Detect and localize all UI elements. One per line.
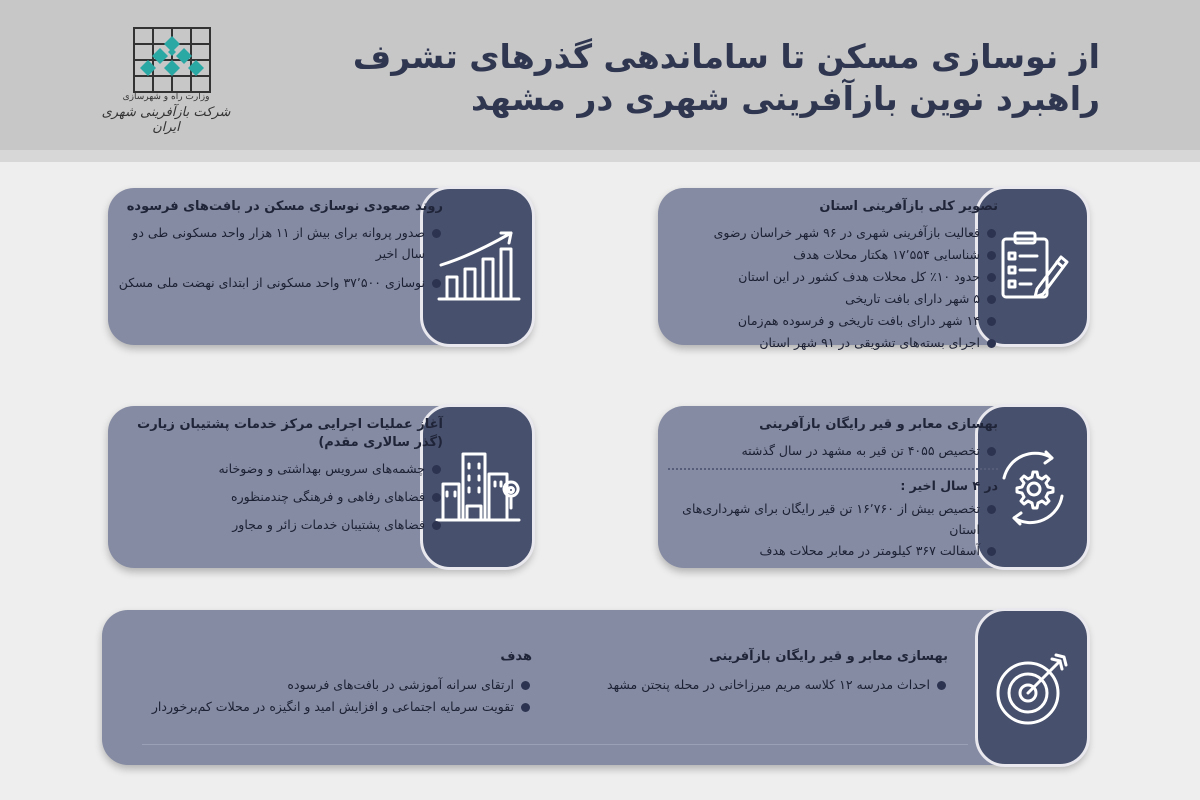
list-item: تخصیص ۴۰۵۵ تن قیر به مشهد در سال گذشته <box>668 440 998 462</box>
card-goal-right-title: بهسازی معابر و قیر رایگان بازآفرینی <box>709 649 948 664</box>
card-overview-title: تصویر کلی بازآفرینی استان <box>819 199 998 214</box>
title-line-1: از نوسازی مسکن تا ساماندهی گذرهای تشرف <box>352 37 1100 76</box>
list-item: ۵ شهر دارای بافت تاریخی <box>668 288 998 310</box>
list-item: اجرای بسته‌های تشویقی در ۹۱ شهر استان <box>668 332 998 354</box>
list-item: چشمه‌های سرویس بهداشتی و وضوخانه <box>118 458 443 480</box>
logo-line-1: وزارت راه و شهرسازی <box>122 92 210 102</box>
title-line-2: راهبرد نوین بازآفرینی شهری در مشهد <box>470 79 1100 118</box>
list-item: صدور پروانه برای بیش از ۱۱ هزار واحد مسکونی طی دو سال اخیر <box>118 222 443 264</box>
card-goal-left-title: هدف <box>500 649 532 664</box>
list-item: آسفالت ۳۶۷ کیلومتر در معابر محلات هدف <box>668 540 998 562</box>
list-item: احداث مدرسه ۱۲ کلاسه مریم میرزاخانی در محله پنجتن مشهد <box>568 674 948 696</box>
page-title <box>340 36 1100 120</box>
list-item: تقویت سرمایه اجتماعی و افزایش امید و انگیزه در محلات کم‌برخوردار <box>122 696 532 718</box>
card-roads <box>658 406 1088 568</box>
card-pilgrim-title: آغاز عملیات اجرایی مرکز خدمات پشتیبان زیارت (گذر سالاری مقدم) <box>137 417 443 450</box>
list-item: ارتقای سرانه آموزشی در بافت‌های فرسوده <box>122 674 532 696</box>
card-roads-title: بهسازی معابر و قیر رایگان بازآفرینی <box>759 417 998 432</box>
target-dart-icon <box>975 608 1090 767</box>
card-overview <box>658 188 1088 350</box>
logo-caption <box>96 90 236 135</box>
divider <box>142 744 968 745</box>
card-roads-subtitle: در ۴ سال اخیر : <box>900 478 998 493</box>
list-item: نوسازی ۳۷٬۵۰۰ واحد مسکونی از ابتدای نهضت ملی مسکن <box>118 272 443 293</box>
card-housing <box>108 188 533 345</box>
header-divider <box>0 150 1200 162</box>
list-item: فعالیت بازآفرینی شهری در ۹۶ شهر خراسان رضوی <box>668 222 998 244</box>
card-pilgrim <box>108 406 533 568</box>
card-goal <box>102 610 1088 765</box>
logo-line-2: شرکت بازآفرینی شهری ایران <box>101 105 231 135</box>
list-item: فضاهای رفاهی و فرهنگی چندمنظوره <box>118 486 443 508</box>
divider <box>668 468 998 470</box>
card-housing-title: روند صعودی نوسازی مسکن در بافت‌های فرسوده <box>126 199 443 214</box>
list-item: شناسایی ۱۷٬۵۵۴ هکتار محلات هدف <box>668 244 998 266</box>
list-item: تخصیص بیش از ۱۶٬۷۶۰ تن قیر رایگان برای شهرداری‌های استان <box>668 498 998 540</box>
list-item: فضاهای پشتیبان خدمات زائر و مجاور <box>118 514 443 536</box>
list-item: ۱۴ شهر دارای بافت تاریخی و فرسوده هم‌زمان <box>668 310 998 332</box>
list-item: حدود ۱۰٪ کل محلات هدف کشور در این استان <box>668 266 998 288</box>
